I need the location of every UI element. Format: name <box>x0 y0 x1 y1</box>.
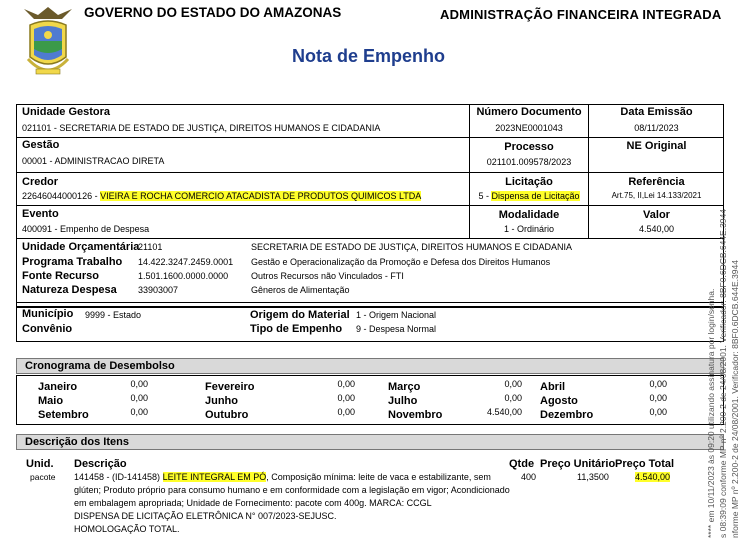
month-value: 0,00 <box>130 407 148 417</box>
modalidade-label: Modalidade <box>498 209 560 221</box>
data-emissao-value: 08/11/2023 <box>634 123 679 133</box>
referencia-label: Referência <box>628 176 685 188</box>
origem-material-value: 1 - Origem Nacional <box>356 310 437 320</box>
licitacao-label: Licitação <box>505 176 553 188</box>
month-value: 4.540,00 <box>486 407 522 417</box>
page-title: Nota de Empenho <box>292 46 446 66</box>
itens-title: Descrição dos Itens <box>16 434 724 450</box>
month-label: Dezembro <box>540 409 594 421</box>
item-qtde: 400 <box>521 472 537 482</box>
numero-documento-label: Número Documento <box>476 106 582 118</box>
item-preco-unitario: 11,3500 <box>577 472 609 482</box>
referencia-value: Art.75, II,Lei 14.133/2021 <box>611 191 702 200</box>
item-name-highlight: LEITE INTEGRAL EM PÓ <box>162 472 267 482</box>
item-desc-line4: DISPENSA DE LICITAÇÃO ELETRÔNICA N° 007/2023-SEJUSC. <box>74 511 337 521</box>
gestao-value: 00001 - ADMINISTRACAO DIRETA <box>22 156 165 166</box>
programa-trabalho-label: Programa Trabalho <box>22 256 123 268</box>
month-value: 0,00 <box>504 379 522 389</box>
convenio-label: Convênio <box>22 323 73 335</box>
month-value: 0,00 <box>649 393 667 403</box>
month-label: Setembro <box>38 409 89 421</box>
month-label: Março <box>388 381 421 393</box>
credor-value: 22646044000126 - VIEIRA E ROCHA COMERCIO ATACADISTA DE PRODUTOS QUIMICOS LTDA <box>22 191 422 201</box>
month-value: 0,00 <box>130 379 148 389</box>
item-desc-line5: HOMOLOGAÇÃO TOTAL. <box>74 524 180 534</box>
fonte-recurso-desc: Outros Recursos não Vinculados - FTI <box>251 271 404 281</box>
credor-label: Credor <box>22 176 59 188</box>
col-preco-total-header: Preço Total <box>615 458 675 470</box>
programa-trabalho-code: 14.422.3247.2459.0001 <box>138 257 234 267</box>
col-qtde-header: Qtde <box>509 458 535 470</box>
processo-label: Processo <box>504 141 554 153</box>
month-label: Agosto <box>540 395 578 407</box>
month-value: 0,00 <box>649 379 667 389</box>
evento-value: 400091 - Empenho de Despesa <box>22 224 150 234</box>
licitacao-highlight: Dispensa de Licitação <box>491 191 580 201</box>
item-desc-line2: glúten; Produto próprio para consumo humano e em conformidade com a legislação em vigor; Acondicionado <box>74 485 510 495</box>
natureza-despesa-label: Natureza Despesa <box>22 284 117 296</box>
month-value: 0,00 <box>337 393 355 403</box>
municipio-value: 9999 - Estado <box>85 310 142 320</box>
valor-value: 4.540,00 <box>638 224 675 234</box>
month-label: Fevereiro <box>205 381 255 393</box>
unidade-gestora-value: 021101 - SECRETARIA DE ESTADO DE JUSTIÇA, DIREITOS HUMANOS E CIDADANIA <box>22 123 381 133</box>
modalidade-value: 1 - Ordinário <box>503 224 555 234</box>
natureza-despesa-code: 33903007 <box>138 285 179 295</box>
month-label: Maio <box>38 395 64 407</box>
municipio-label: Município <box>22 308 74 320</box>
col-unid-header: Unid. <box>26 458 54 470</box>
cronograma-title: Cronograma de Desembolso <box>16 358 724 374</box>
unidade-orcamentaria-label: Unidade Orçamentária <box>22 241 140 253</box>
signature-stamp: **** em 10/11/2023 às 09:20 utilizando assinatura por login/senha. s 08:39:09 conforme MP nº 2.200-2 de 24/08/2001. Verificador: 8BF0.6DCB.644E.3944 nforme MP nº 2.200-2 de 24/08/2001. Verificador: 8BF0.6DCB.644E.3944 <box>706 209 740 538</box>
evento-label: Evento <box>22 208 59 220</box>
gestao-label: Gestão <box>22 139 60 151</box>
month-value: 0,00 <box>130 393 148 403</box>
valor-label: Valor <box>643 209 670 221</box>
item-desc-line1: 141458 - (ID-141458) LEITE INTEGRAL EM PÓ, Composição mínima: leite de vaca e estabilizante, sem <box>74 472 491 482</box>
origem-material-label: Origem do Material <box>250 309 350 321</box>
unidade-orcamentaria-desc: SECRETARIA DE ESTADO DE JUSTIÇA, DIREITOS HUMANOS E CIDADANIA <box>251 242 573 252</box>
amazonas-coat-of-arms <box>20 5 76 85</box>
item-unid: pacote <box>30 472 56 482</box>
month-label: Junho <box>205 395 238 407</box>
unidade-orcamentaria-code: 21101 <box>138 242 163 252</box>
month-label: Julho <box>388 395 418 407</box>
item-preco-total: 4.540,00 <box>635 472 671 482</box>
month-value: 0,00 <box>337 379 355 389</box>
month-value: 0,00 <box>504 393 522 403</box>
month-value: 0,00 <box>649 407 667 417</box>
numero-documento-value: 2023NE0001043 <box>495 123 563 133</box>
fonte-recurso-code: 1.501.1600.0000.0000 <box>138 271 229 281</box>
month-label: Outubro <box>205 409 249 421</box>
col-descricao-header: Descrição <box>74 458 127 470</box>
tipo-empenho-value: 9 - Despesa Normal <box>356 324 437 334</box>
system-name: ADMINISTRAÇÃO FINANCEIRA INTEGRADA <box>440 7 722 22</box>
data-emissao-label: Data Emissão <box>620 106 693 118</box>
month-label: Abril <box>540 381 566 393</box>
natureza-despesa-desc: Gêneros de Alimentação <box>251 285 350 295</box>
item-desc-line3: em embalagem apropriada; Unidade de Fornecimento: pacote com 400g. MARCA: CCGL <box>74 498 432 508</box>
month-label: Janeiro <box>38 381 78 393</box>
month-value: 0,00 <box>337 407 355 417</box>
programa-trabalho-desc: Gestão e Operacionalização da Promoção e Defesa dos Direitos Humanos <box>251 257 551 267</box>
processo-value: 021101.009578/2023 <box>486 157 572 167</box>
credor-name-highlight: VIEIRA E ROCHA COMERCIO ATACADISTA DE PRODUTOS QUIMICOS LTDA <box>100 191 422 201</box>
month-label: Novembro <box>388 409 443 421</box>
fonte-recurso-label: Fonte Recurso <box>22 270 100 282</box>
tipo-empenho-label: Tipo de Empenho <box>250 323 343 335</box>
unidade-gestora-label: Unidade Gestora <box>22 106 111 118</box>
ne-original-label: NE Original <box>626 140 687 152</box>
col-preco-unitario-header: Preço Unitário <box>540 458 616 470</box>
licitacao-value: 5 - Dispensa de Licitação <box>478 191 580 201</box>
government-name: GOVERNO DO ESTADO DO AMAZONAS <box>84 5 342 20</box>
